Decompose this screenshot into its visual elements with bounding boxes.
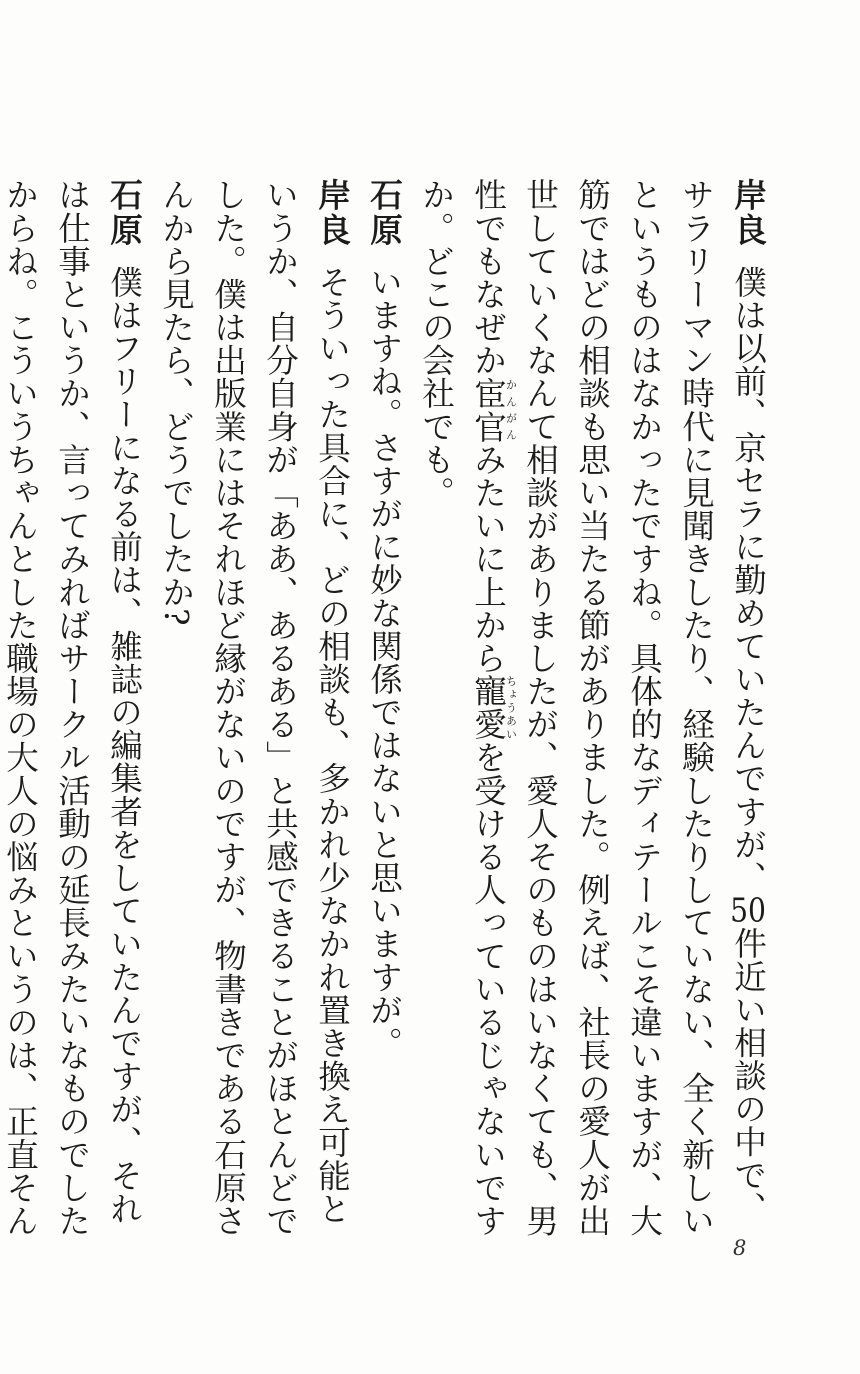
dialogue-paragraph (150, 178, 358, 1244)
dialogue-text: そういった具合に、どの相談も、多かれ少なかれ置き換え可能というか、自分自身が「ああ、あるある」と共感できることがほとんどでした。僕は出版業にはそれほど縁がないのですが、物書きである石原さんから見たら、どうでしたか? (157, 178, 351, 1237)
dialogue-paragraph (410, 178, 774, 1244)
upright-number: 50 (730, 893, 766, 927)
speaker-name: 石原 (365, 178, 403, 248)
dialogue-text: 僕はフリーになる前は、雑誌の編集者をしていたんですが、それは仕事というか、言ってみればサークル活動の延長みたいなものでしたからね。こういうちゃんとした職場の大人の悩みというのは、正直そん (1, 178, 143, 1237)
dialogue-paragraph (0, 178, 150, 1244)
ruby-word (469, 674, 518, 741)
dialogue-text: を受ける人っているじゃないですか。どこの会社でも。 (417, 178, 507, 1237)
dialogue-text: 僕は以前、京セラに勤めていたんですが、 (729, 265, 767, 894)
dialogue-text: いますね。さすがに妙な関係ではないと思いますが。 (365, 265, 403, 1060)
ruby-reading: かんがん (504, 376, 518, 443)
page-number: 8 (733, 1236, 747, 1260)
ruby-base: 宦官 (469, 376, 507, 443)
speaker-name: 石原 (105, 178, 143, 248)
dialogue-text: 件近い相談の中で、サラリーマン時代に見聞きしたり、経験したりしていない、全く新しいというものはなかったですね。具体的なディテールこそ違いますが、大筋ではどの相談も思い当たる節がありました。例えば、社長の愛人が出世していくなんて相談がありましたが、愛人そのものはいなくても、男性でもなぜか (469, 178, 767, 1237)
speaker-name: 岸良 (729, 178, 767, 248)
dialogue-paragraph (358, 178, 410, 1244)
vertical-text-body (1, 178, 774, 1244)
ruby-base: 寵愛 (469, 674, 507, 741)
ruby-reading: ちょうあい (504, 674, 518, 741)
ruby-word (469, 376, 518, 443)
dialogue-text: みたいに上から (469, 442, 507, 675)
speaker-name: 岸良 (313, 178, 351, 248)
